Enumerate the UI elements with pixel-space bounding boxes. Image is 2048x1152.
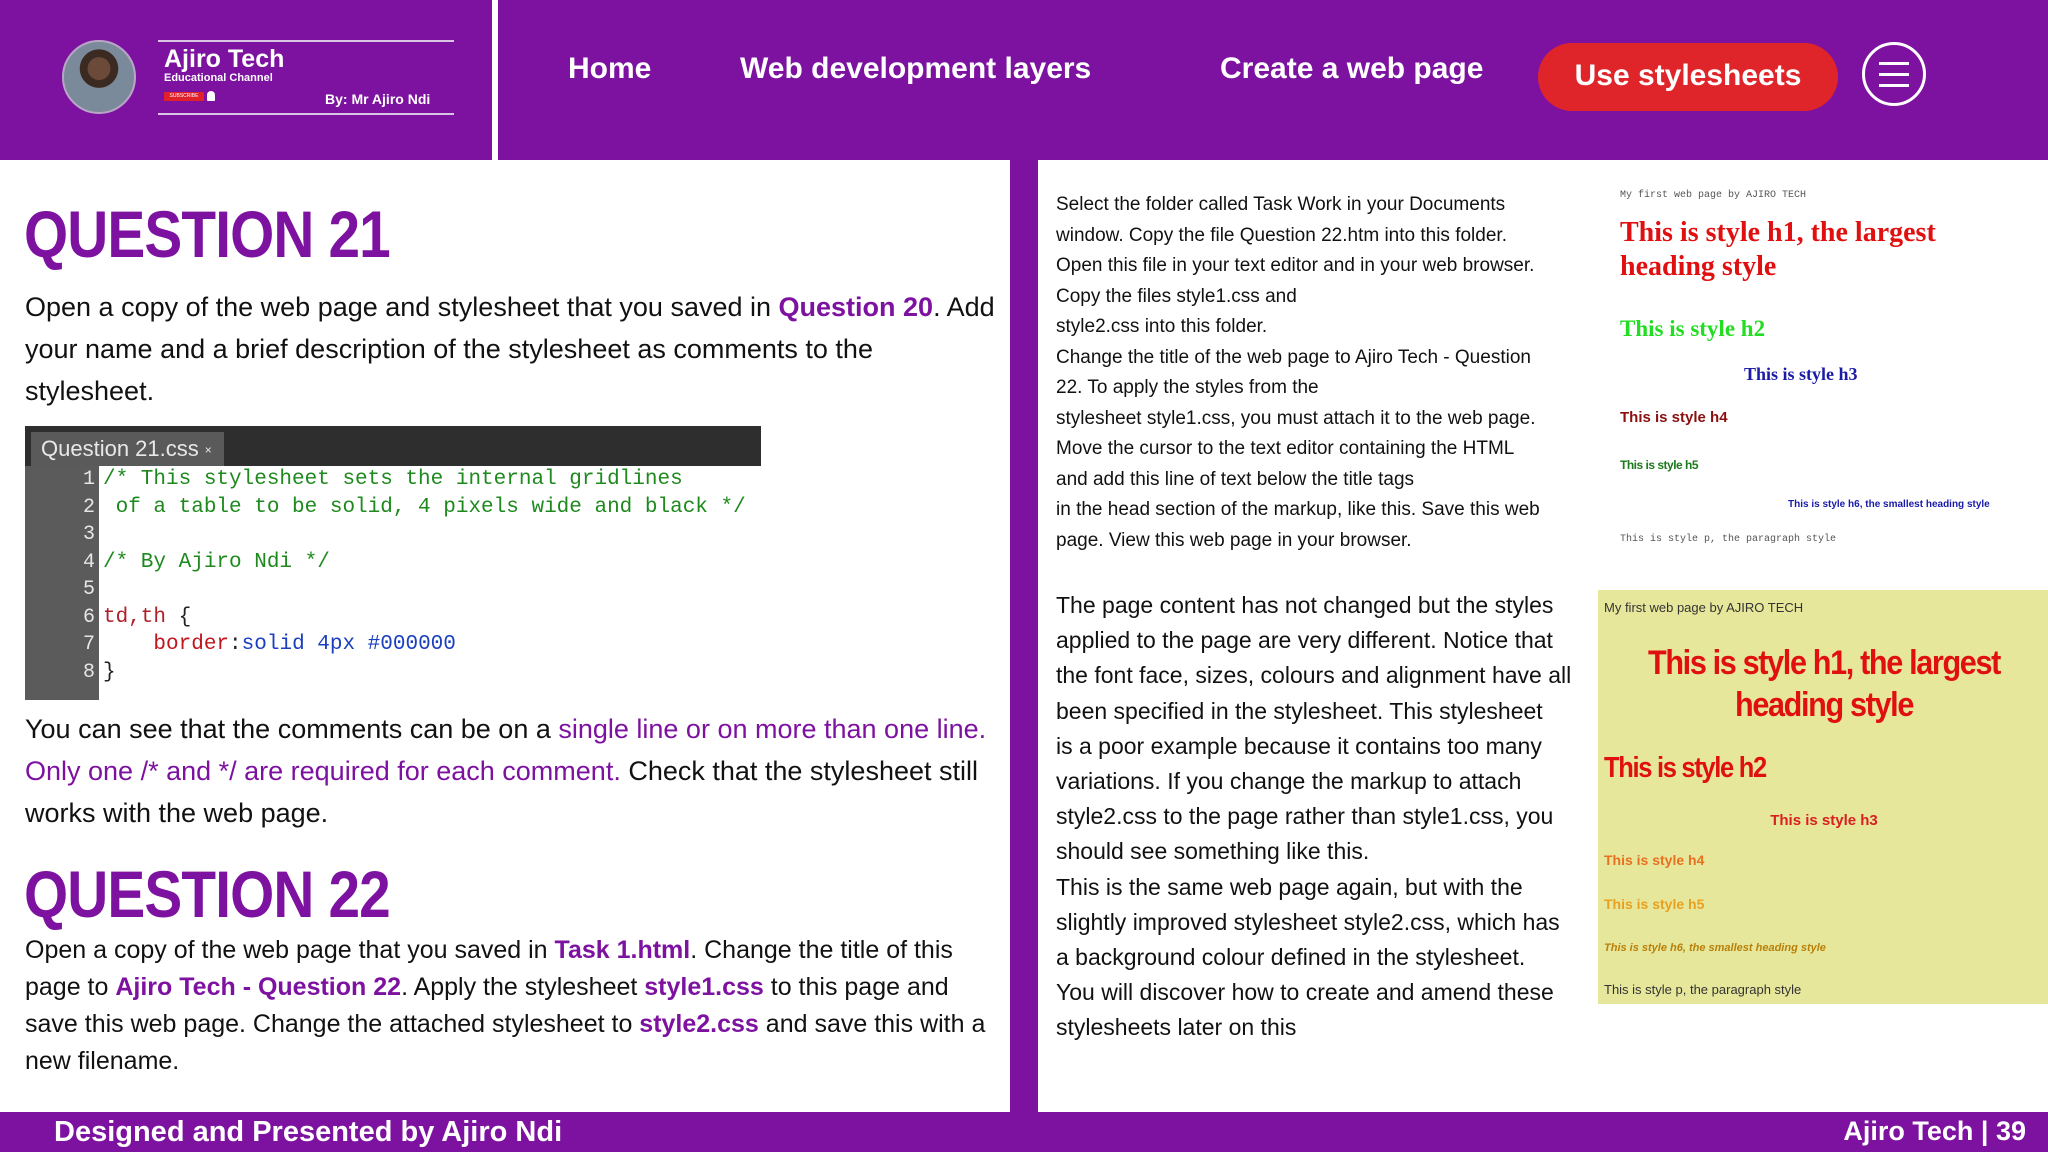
text-line: slightly improved stylesheet style2.css, which has (1056, 908, 1560, 935)
text-line: Move the cursor to the text editor containing the HTML (1056, 438, 1515, 459)
preview-h1: This is style h1, the largest heading style (1620, 217, 1936, 282)
channel-byline: By: Mr Ajiro Ndi (325, 91, 431, 107)
explanation-text (1056, 588, 1596, 1046)
preview-h4: This is style h4 (1620, 409, 1728, 426)
style2-preview (1598, 590, 2048, 1004)
preview-paragraph: This is style p, the paragraph style (1620, 534, 1837, 545)
nav-use-stylesheets[interactable]: Use stylesheets (1538, 43, 1838, 111)
text-line: applied to the page are very different. Notice that (1056, 627, 1553, 654)
text: You can see that the comments can be on a (25, 714, 559, 744)
indent (103, 633, 153, 656)
code-line (103, 521, 759, 549)
text-line: the font face, sizes, colours and alignment have all (1056, 662, 1572, 689)
text: Open a copy of the web page and stylesheet that you saved in (25, 292, 779, 322)
preview-title: My first web page by AJIRO TECH (1604, 600, 1804, 615)
editor-tab-bar (25, 426, 761, 466)
css-selector: td,th (103, 605, 167, 629)
text: Open a copy of the web page that you saved in (25, 936, 555, 964)
text-line: stylesheets later on this (1056, 1014, 1297, 1041)
editor-tab-label: Question 21.css (41, 436, 199, 461)
code-line: /* This stylesheet sets the internal gridlines (103, 468, 683, 491)
channel-logo[interactable] (0, 0, 492, 160)
line-number: 2 (82, 495, 95, 519)
code-area[interactable] (103, 466, 759, 686)
text: . Add your name and a brief description of the stylesheet as comments to the stylesheet. (25, 292, 995, 406)
text-line: The page content has not changed but the styles (1056, 592, 1554, 618)
css-value: solid 4px #000000 (241, 633, 456, 656)
text-line: Change the title of the web page to Ajiro Tech - Question (1056, 346, 1531, 368)
text-line: a background colour defined in the stylesheet. (1056, 944, 1526, 971)
code-line (103, 604, 759, 632)
line-number: 5 (82, 578, 95, 601)
question-21-paragraph (25, 286, 1000, 412)
keyword: style2.css (639, 1010, 759, 1038)
code-line: /* By Ajiro Ndi */ (103, 550, 330, 574)
text-line: Copy the files style1.css and (1056, 285, 1297, 307)
code-line: } (103, 660, 116, 684)
text: and save this with a new filename. (25, 1010, 986, 1075)
question-20-link: Question 20 (778, 292, 934, 322)
divider (158, 40, 454, 42)
line-number: 4 (82, 550, 95, 574)
style1-preview (1598, 182, 2048, 552)
text-line: in the head section of the markup, like this. Save this web (1056, 499, 1540, 520)
preview-h2: This is style h2 (1604, 752, 1766, 784)
text-line: style2.css into this folder. (1056, 316, 1268, 337)
question-21-heading: QUESTION 21 (24, 197, 390, 271)
text: . Apply the stylesheet (401, 973, 645, 1001)
highlight-text: single line or on more than one line. Only one /* and */ are required for each comment. (25, 714, 987, 786)
preview-h4: This is style h4 (1604, 852, 1705, 868)
text-line: You will discover how to create and amend these (1056, 979, 1554, 1006)
preview-h5: This is style h5 (1620, 458, 1699, 472)
question-22-paragraph (25, 932, 1000, 1080)
left-panel (0, 160, 1010, 1112)
line-number: 3 (82, 523, 95, 546)
preview-h6: This is style h6, the smallest heading style (1604, 942, 1826, 954)
close-icon[interactable]: × (204, 443, 212, 458)
keyword: Ajiro Tech - Question 22 (115, 973, 402, 1001)
preview-h6: This is style h6, the smallest heading style (1788, 499, 1990, 510)
text-line: Select the folder called Task Work in your Documents (1056, 194, 1506, 215)
text-line: Open this file in your text editor and in your web browser. (1056, 255, 1535, 276)
text-line: should see something like this. (1056, 838, 1370, 865)
avatar (62, 40, 136, 114)
menu-icon[interactable] (1862, 42, 1926, 106)
question-22-heading: QUESTION 22 (24, 857, 390, 931)
css-property: border (153, 633, 230, 656)
preview-paragraph: This is style p, the paragraph style (1604, 982, 1802, 997)
channel-title: Ajiro Tech (164, 45, 285, 73)
channel-subtitle: Educational Channel (164, 72, 273, 84)
text: . Change the title of this page to (25, 936, 953, 1001)
subscribe-button[interactable]: SUBSCRIBE (164, 92, 204, 101)
line-numbers (25, 466, 99, 700)
line-number: 7 (82, 633, 95, 656)
line-number: 1 (82, 468, 95, 491)
comment-explanation (25, 708, 1000, 834)
preview-h3: This is style h3 (1744, 364, 1858, 384)
text-line: page. View this web page in your browser. (1056, 529, 1412, 551)
text-line: window. Copy the file Question 22.htm into this folder. (1056, 224, 1507, 246)
css-colon: : (229, 633, 242, 656)
text: to this page and save this web page. Change the attached stylesheet to (25, 973, 949, 1038)
nav-web-development-layers[interactable]: Web development layers (740, 52, 1092, 85)
instructions-text (1056, 190, 1576, 556)
nav-home[interactable]: Home (568, 52, 652, 85)
header-divider (492, 0, 498, 160)
text-line: This is the same web page again, but with the (1056, 873, 1523, 900)
keyword: style1.css (644, 973, 764, 1001)
preview-h2: This is style h2 (1620, 316, 1766, 341)
text-line: and add this line of text below the title tags (1056, 468, 1415, 490)
menu-bar (1879, 62, 1909, 65)
menu-bar (1879, 84, 1909, 87)
code-line (103, 631, 759, 659)
bell-icon (207, 91, 215, 101)
footer (0, 1112, 2048, 1152)
header (0, 0, 2048, 160)
editor-tab[interactable] (31, 432, 224, 466)
text-line: variations. If you change the markup to attach (1056, 768, 1522, 795)
preview-h3: This is style h3 (1770, 812, 1878, 829)
text-line: style2.css to the page rather than style1.css, you (1056, 803, 1554, 830)
menu-bar (1879, 73, 1909, 76)
code-editor (25, 426, 761, 700)
keyword: Task 1.html (554, 936, 691, 964)
text-line: been specified in the stylesheet. This stylesheet (1056, 697, 1543, 724)
line-number: 8 (82, 660, 95, 684)
code-line: of a table to be solid, 4 pixels wide and black */ (103, 495, 746, 519)
text: Check that the stylesheet still works with the web page. (25, 756, 978, 828)
footer-credit: Designed and Presented by Ajiro Ndi (54, 1116, 563, 1148)
css-brace: { (166, 605, 192, 629)
text-line: is a poor example because it contains too many (1056, 732, 1542, 759)
line-number: 6 (82, 605, 95, 629)
code-line (103, 576, 759, 604)
page-number: Ajiro Tech | 39 (1843, 1116, 2026, 1146)
divider (158, 113, 454, 115)
right-panel (1038, 160, 2048, 1112)
text-line: 22. To apply the styles from the (1056, 377, 1319, 398)
preview-title: My first web page by AJIRO TECH (1620, 190, 1807, 201)
text-line: stylesheet style1.css, you must attach it to the web page. (1056, 407, 1536, 429)
preview-h5: This is style h5 (1604, 896, 1705, 912)
nav-create-a-web-page[interactable]: Create a web page (1220, 52, 1484, 85)
preview-h1: This is style h1, the largest heading style (1647, 644, 2000, 724)
